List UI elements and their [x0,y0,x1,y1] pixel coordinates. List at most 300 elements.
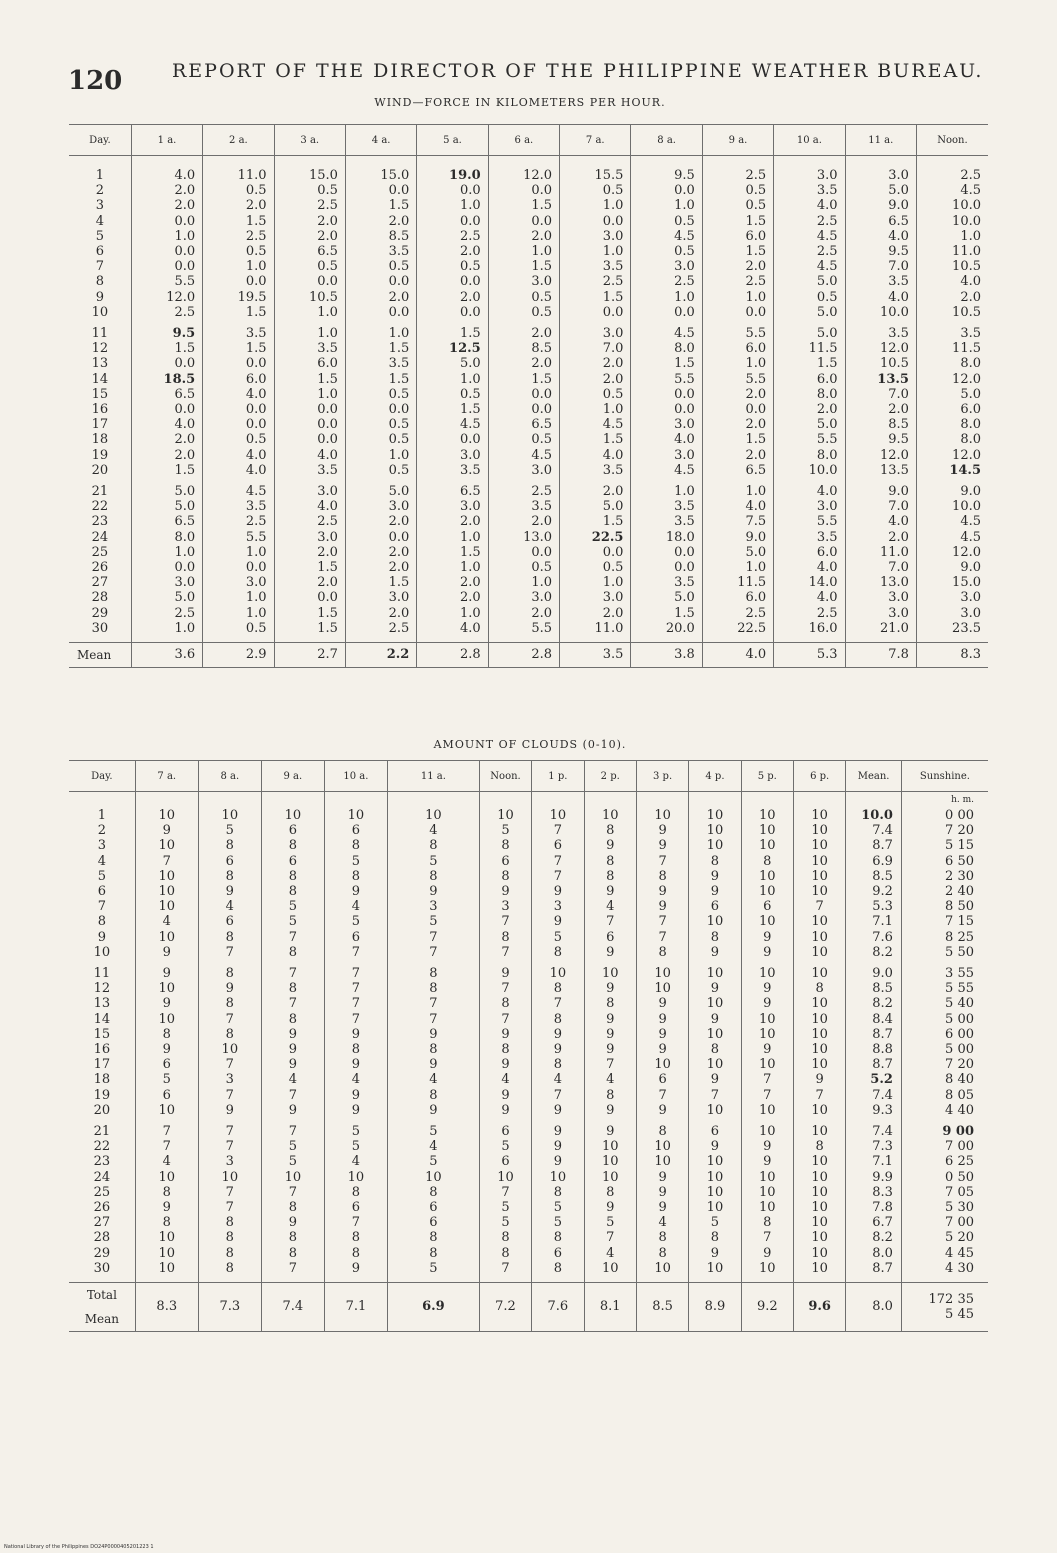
wind-value: 11.5 [702,575,773,590]
total-label: Total [86,1288,117,1303]
cloud-amount: 7 [584,1230,636,1245]
cloud-amount: 10 [324,1170,387,1185]
cloud-amount: 4 [387,1139,479,1154]
wind-value: 1.0 [631,198,702,213]
wind-table-title: WIND—FORCE IN KILOMETERS PER HOUR. [374,96,666,109]
clouds-row [69,808,988,823]
wind-value: 0.5 [345,463,416,478]
cloud-amount: 7 [261,930,324,945]
cloud-amount: 4 [584,1246,636,1261]
cloud-amount: 7 [532,869,584,884]
wind-value: 1.5 [560,432,631,447]
cloud-amount: 8 [479,930,531,945]
wind-value: 2.0 [131,448,202,463]
wind-value: 4.5 [631,326,702,341]
cloud-amount: 9 [584,1124,636,1139]
wind-value: 0.0 [345,274,416,289]
day-number: 23 [91,514,109,530]
wind-value: 3.0 [774,499,845,514]
wind-value: 2.0 [916,290,988,305]
wind-row [69,432,988,447]
wind-value: 1.0 [417,560,488,575]
wind-value: 5.0 [560,499,631,514]
wind-value: 4.0 [274,499,345,514]
wind-value: 4.0 [274,448,345,463]
wind-col-header: 11 a. [845,125,916,156]
wind-value: 11.0 [916,244,988,259]
clouds-row [69,996,988,1011]
cloud-amount: 6 [479,1154,531,1169]
clouds-col-header: Sunshine. [901,761,988,792]
wind-value: 15.5 [560,168,631,183]
wind-value: 0.0 [131,402,202,417]
clouds-col-header: Mean. [846,761,902,792]
cloud-mean-value: 7.8 [846,1200,902,1215]
wind-value: 18.0 [631,530,702,545]
cloud-mean-value: 7.4 [846,823,902,838]
wind-col-header: Noon. [916,125,988,156]
wind-row [69,606,988,621]
day-number: 27 [93,1215,111,1231]
clouds-total-mean-row [69,1283,988,1332]
cloud-amount: 10 [741,869,793,884]
spacer-cell [135,792,198,809]
wind-value: 1.5 [345,372,416,387]
cloud-mean-value: 5.2 [846,1072,902,1087]
cloud-amount: 7 [532,854,584,869]
wind-value: 5.0 [774,417,845,432]
wind-value: 5.0 [131,499,202,514]
cloud-amount: 8 [479,838,531,853]
wind-value: 22.5 [702,621,773,636]
wind-value: 0.0 [417,274,488,289]
wind-value: 0.0 [417,305,488,320]
clouds-row [69,1139,988,1154]
wind-row [69,259,988,274]
wind-value: 4.5 [417,417,488,432]
wind-value: 0.5 [345,417,416,432]
cloud-amount: 10 [135,884,198,899]
cloud-amount: 7 [261,1185,324,1200]
cloud-amount: 10 [741,1170,793,1185]
spacer-cell [198,792,261,809]
cloud-amount: 8 [689,1042,741,1057]
wind-value: 2.0 [560,372,631,387]
cloud-amount: 5 [261,914,324,929]
clouds-row [69,1027,988,1042]
cloud-amount: 10 [741,1124,793,1139]
wind-value: 5.0 [417,356,488,371]
cloud-amount: 6 [532,838,584,853]
cloud-amount: 4 [135,914,198,929]
day-number: 25 [91,544,109,560]
cloud-amount: 6 [479,1124,531,1139]
cloud-amount: 9 [387,1103,479,1118]
cloud-amount: 9 [135,996,198,1011]
spacer-cell [636,792,688,809]
wind-value: 0.0 [631,387,702,402]
cloud-amount: 5 [324,914,387,929]
cloud-amount: 9 [689,1139,741,1154]
clouds-col-header: 8 a. [198,761,261,792]
sunshine-value: 5 50 [901,945,988,960]
wind-value: 0.0 [274,274,345,289]
cloud-amount: 9 [741,945,793,960]
wind-value: 6.5 [417,484,488,499]
wind-value: 0.0 [631,560,702,575]
cloud-amount: 10 [793,823,845,838]
cloud-amount: 6 [135,1088,198,1103]
wind-value: 1.0 [274,387,345,402]
wind-value: 0.5 [560,560,631,575]
wind-value: 2.0 [274,545,345,560]
clouds-row [69,1261,988,1276]
sunshine-total: 172 35 [928,1292,974,1308]
spacer-cell [417,156,488,169]
cloud-amount: 10 [793,1185,845,1200]
cloud-amount: 8 [261,884,324,899]
day-number: 11 [93,966,111,982]
wind-value: 8.0 [916,356,988,371]
cloud-amount: 10 [741,1261,793,1276]
wind-value: 2.0 [131,432,202,447]
cloud-amount: 9 [584,1042,636,1057]
day-number: 11 [91,326,109,342]
cloud-amount: 8 [261,1230,324,1245]
cloud-amount: 5 [261,1154,324,1169]
wind-row [69,372,988,387]
cloud-mean-value: 6.9 [846,854,902,869]
wind-value: 0.5 [345,387,416,402]
wind-row [69,229,988,244]
cloud-amount: 4 [324,899,387,914]
sunshine-value: 0 50 [901,1170,988,1185]
cloud-amount: 8 [261,1246,324,1261]
day-number: 5 [97,868,107,884]
cloud-amount: 8 [324,1230,387,1245]
cloud-amount: 10 [793,1200,845,1215]
cloud-mean-value: 6.9 [387,1283,479,1332]
wind-value: 5.5 [488,621,559,636]
cloud-amount: 3 [532,899,584,914]
wind-value: 1.0 [203,590,274,605]
wind-value: 0.5 [345,259,416,274]
cloud-mean-value: 7.6 [532,1283,584,1332]
sunshine-value: 5 20 [901,1230,988,1245]
cloud-amount: 9 [741,1154,793,1169]
day-number: 27 [91,575,109,591]
cloud-mean-value: 8.3 [135,1283,198,1332]
cloud-amount: 10 [584,808,636,823]
cloud-amount: 8 [261,869,324,884]
wind-value: 6.0 [702,590,773,605]
wind-value: 2.0 [488,229,559,244]
clouds-row [69,1124,988,1139]
cloud-amount: 9 [135,1200,198,1215]
cloud-mean-value: 8.8 [846,1042,902,1057]
cloud-amount: 5 [324,854,387,869]
wind-value: 1.0 [417,372,488,387]
wind-value: 1.0 [560,575,631,590]
cloud-amount: 7 [741,1072,793,1087]
cloud-mean-value: 9.9 [846,1170,902,1185]
clouds-col-header: 6 p. [793,761,845,792]
wind-value: 1.5 [345,575,416,590]
wind-value: 1.0 [417,530,488,545]
wind-mean-value: 2.7 [274,643,345,668]
wind-value: 1.5 [417,545,488,560]
wind-value: 4.0 [916,274,988,289]
cloud-amount: 8 [532,945,584,960]
wind-value: 1.5 [488,198,559,213]
cloud-amount: 8 [198,1261,261,1276]
wind-value: 10.5 [845,356,916,371]
cloud-amount: 7 [689,1088,741,1103]
wind-value: 7.0 [845,387,916,402]
clouds-col-header: Noon. [479,761,531,792]
cloud-amount: 5 [532,930,584,945]
cloud-amount: 10 [261,808,324,823]
wind-value: 4.0 [203,387,274,402]
cloud-amount: 8 [135,1215,198,1230]
wind-value: 0.0 [274,402,345,417]
cloud-amount: 9 [636,1027,688,1042]
cloud-amount: 6 [532,1246,584,1261]
wind-value: 1.5 [131,463,202,478]
cloud-amount: 5 [479,1139,531,1154]
day-number: 22 [91,499,109,515]
wind-value: 3.5 [916,326,988,341]
wind-value: 12.0 [845,448,916,463]
wind-value: 6.5 [845,214,916,229]
cloud-amount: 9 [261,1103,324,1118]
cloud-amount: 8 [198,1215,261,1230]
clouds-row [69,1042,988,1057]
clouds-row [69,1072,988,1087]
cloud-amount: 8 [532,981,584,996]
cloud-amount: 10 [636,1154,688,1169]
sunshine-value: 6 25 [901,1154,988,1169]
wind-value: 0.0 [203,274,274,289]
cloud-amount: 6 [479,854,531,869]
cloud-amount: 10 [689,996,741,1011]
cloud-amount: 4 [324,1154,387,1169]
spacer-cell [560,156,631,169]
wind-value: 14.0 [774,575,845,590]
wind-value: 2.0 [345,214,416,229]
wind-value: 2.0 [417,244,488,259]
clouds-row [69,981,988,996]
cloud-amount: 6 [324,823,387,838]
clouds-row [69,869,988,884]
cloud-amount: 8 [387,1042,479,1057]
wind-value: 7.5 [702,514,773,529]
wind-value: 7.0 [845,499,916,514]
spacer-cell [479,792,531,809]
spacer-cell [702,156,773,169]
wind-value: 10.0 [916,214,988,229]
wind-row [69,183,988,198]
cloud-amount: 4 [584,1072,636,1087]
cloud-amount: 8 [584,854,636,869]
cloud-amount: 10 [793,930,845,945]
wind-value: 8.0 [131,530,202,545]
wind-value: 3.5 [345,356,416,371]
cloud-amount: 9 [689,945,741,960]
wind-mean-row [69,643,988,668]
wind-col-header: Day. [69,125,131,156]
wind-value: 9.5 [845,432,916,447]
wind-value: 3.5 [203,326,274,341]
wind-value: 2.0 [131,198,202,213]
wind-row [69,530,988,545]
wind-value: 0.5 [702,183,773,198]
spacer-cell [69,156,131,169]
cloud-amount: 10 [793,914,845,929]
wind-value: 1.5 [560,514,631,529]
cloud-amount: 10 [793,1154,845,1169]
cloud-amount: 8 [532,1230,584,1245]
wind-value: 3.5 [845,274,916,289]
cloud-amount: 9 [532,1103,584,1118]
wind-value: 10.0 [916,499,988,514]
wind-value: 2.5 [916,168,988,183]
clouds-row [69,1185,988,1200]
wind-value: 0.0 [203,402,274,417]
wind-value: 3.0 [845,168,916,183]
wind-value: 2.5 [774,244,845,259]
cloud-amount: 10 [135,1170,198,1185]
cloud-amount: 8 [387,1088,479,1103]
cloud-amount: 8 [135,1185,198,1200]
cloud-amount: 8 [689,1230,741,1245]
wind-value: 0.0 [631,545,702,560]
cloud-amount: 5 [532,1215,584,1230]
wind-value: 0.0 [345,305,416,320]
cloud-amount: 10 [689,1103,741,1118]
wind-value: 1.0 [131,545,202,560]
wind-value: 0.0 [488,183,559,198]
wind-value: 0.0 [345,183,416,198]
wind-value: 1.5 [417,326,488,341]
wind-value: 15.0 [274,168,345,183]
wind-value: 4.0 [845,290,916,305]
spacer-cell [324,792,387,809]
cloud-amount: 8 [479,1230,531,1245]
wind-value: 4.0 [774,560,845,575]
cloud-amount: 9 [584,1200,636,1215]
cloud-mean-value: 7.4 [846,1088,902,1103]
wind-value: 11.0 [560,621,631,636]
day-number: 14 [91,371,109,387]
cloud-amount: 10 [636,966,688,981]
wind-value: 5.5 [774,432,845,447]
wind-row [69,575,988,590]
wind-value: 2.0 [560,356,631,371]
cloud-amount: 9 [636,1042,688,1057]
clouds-col-header: 7 a. [135,761,198,792]
cloud-amount: 5 [135,1072,198,1087]
wind-value: 2.0 [345,560,416,575]
cloud-amount: 8 [584,823,636,838]
spacer-cell [345,156,416,169]
cloud-amount: 9 [689,1072,741,1087]
wind-value: 2.5 [131,606,202,621]
wind-value: 5.0 [131,590,202,605]
day-number: 24 [93,1169,111,1185]
wind-value: 4.5 [916,530,988,545]
wind-mean-value: 5.3 [774,643,845,668]
wind-value: 0.0 [702,305,773,320]
wind-value: 6.0 [774,372,845,387]
clouds-row [69,1057,988,1072]
running-head: REPORT OF THE DIRECTOR OF THE PHILIPPINE WEATHER BUREAU. [172,60,984,82]
wind-value: 2.0 [845,530,916,545]
sunshine-total-mean [901,1283,988,1332]
mean-label: Mean [84,1312,120,1327]
day-number: 13 [93,996,111,1012]
wind-value: 4.0 [702,499,773,514]
wind-value: 3.5 [631,575,702,590]
cloud-amount: 9 [741,1042,793,1057]
clouds-row [69,1230,988,1245]
wind-value: 2.0 [845,402,916,417]
cloud-mean-value: 7.3 [846,1139,902,1154]
cloud-amount: 7 [584,1057,636,1072]
wind-value: 2.5 [274,514,345,529]
cloud-amount: 3 [198,1072,261,1087]
cloud-amount: 9 [636,1103,688,1118]
cloud-amount: 8 [387,1246,479,1261]
cloud-amount: 8 [793,1139,845,1154]
clouds-col-header: 11 a. [387,761,479,792]
cloud-amount: 7 [532,1088,584,1103]
cloud-amount: 10 [689,1027,741,1042]
wind-mean-value: 2.2 [345,643,416,668]
cloud-mean-value: 8.2 [846,945,902,960]
wind-value: 3.0 [131,575,202,590]
wind-value: 0.0 [131,356,202,371]
wind-value: 9.0 [916,484,988,499]
cloud-amount: 9 [793,1072,845,1087]
wind-value: 2.0 [702,387,773,402]
wind-value: 3.0 [560,326,631,341]
cloud-amount: 10 [135,869,198,884]
day-number: 1 [97,808,107,823]
wind-value: 6.5 [488,417,559,432]
wind-mean-value: 2.9 [203,643,274,668]
cloud-amount: 10 [135,899,198,914]
day-number: 29 [91,605,109,621]
wind-value: 2.0 [345,290,416,305]
cloud-amount: 9 [479,884,531,899]
day-number: 15 [93,1026,111,1042]
wind-value: 1.5 [203,214,274,229]
cloud-amount: 9 [135,823,198,838]
spacer-cell [387,792,479,809]
wind-value: 2.0 [203,198,274,213]
wind-value: 19.0 [417,168,488,183]
wind-value: 0.0 [131,259,202,274]
sunshine-value: 6 50 [901,854,988,869]
cloud-mean-value: 8.4 [846,1012,902,1027]
cloud-amount: 10 [584,1170,636,1185]
clouds-col-header: 4 p. [689,761,741,792]
cloud-amount: 9 [324,1027,387,1042]
sunshine-value: 4 30 [901,1261,988,1276]
wind-value: 4.5 [774,259,845,274]
cloud-amount: 7 [479,945,531,960]
